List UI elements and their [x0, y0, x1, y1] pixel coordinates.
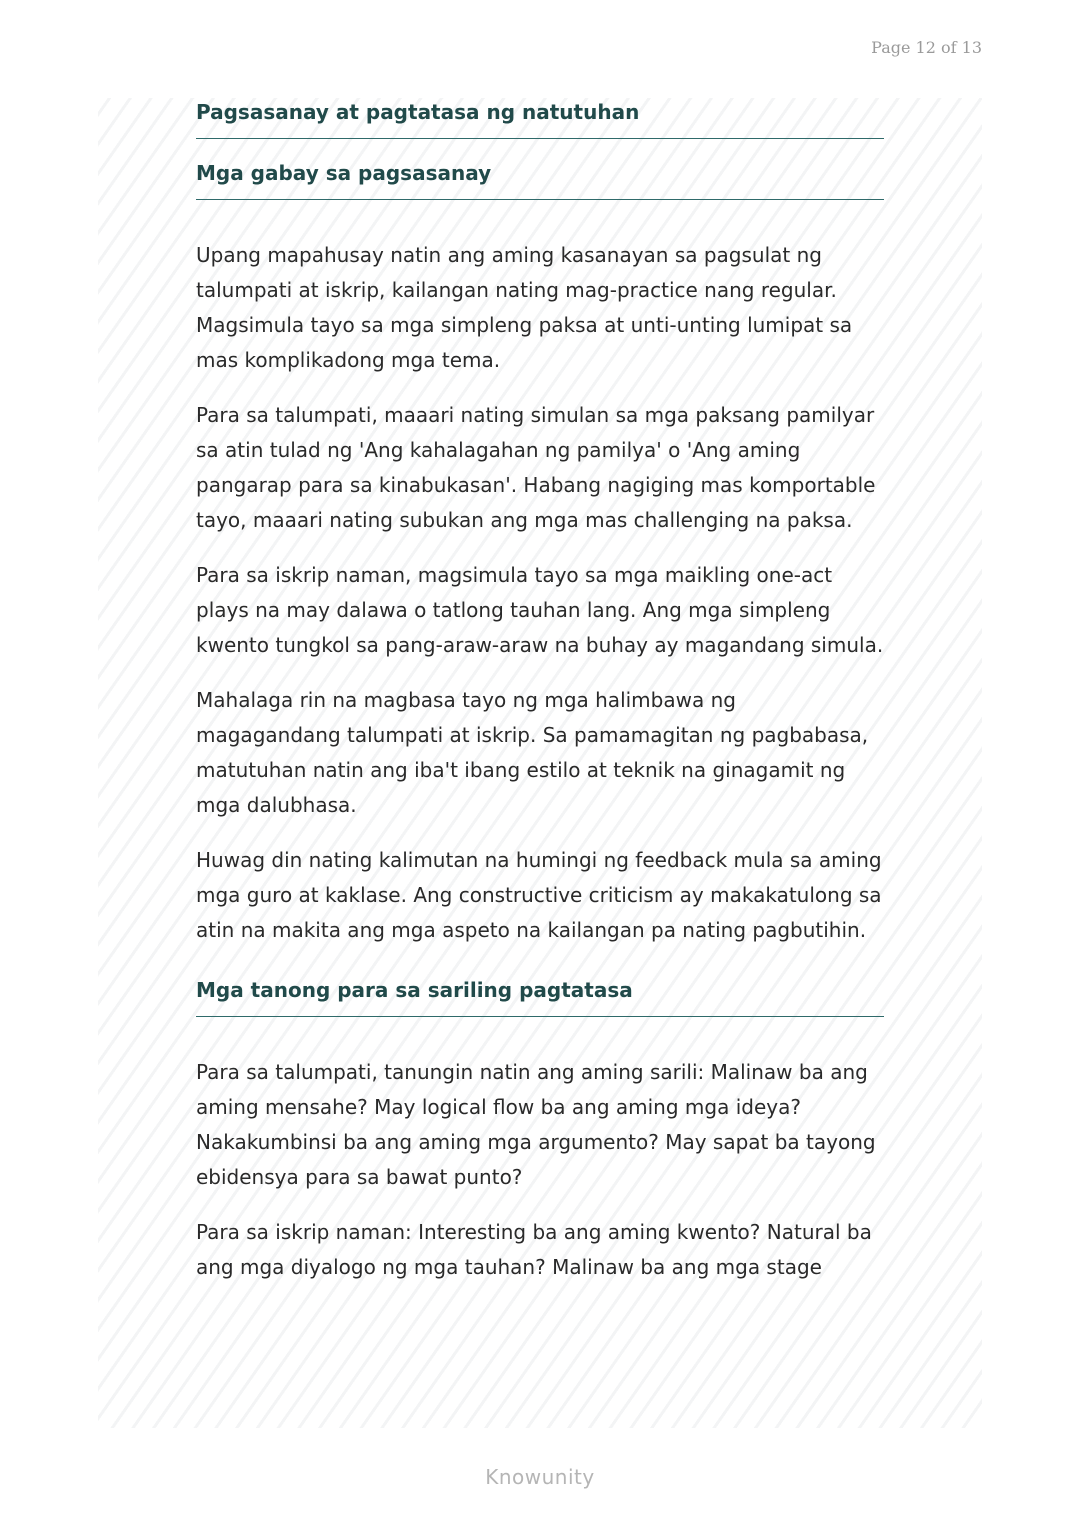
questions-section — [196, 1055, 884, 1285]
guide-paragraph-3: Para sa iskrip naman, magsimula tayo sa mga maikling one-act plays na may dalawa o tatlong tauhan lang. Ang mga simpleng kwento tungkol sa pang-araw-araw na buhay ay magandang simula. — [196, 563, 884, 657]
guide-heading: Mga gabay sa pagsasanay — [196, 159, 884, 200]
main-heading: Pagsasanay at pagtatasa ng natutuhan — [196, 98, 884, 139]
page-number: Page 12 of 13 — [871, 38, 982, 57]
guide-paragraph-4: Mahalaga rin na magbasa tayo ng mga halimbawa ng magagandang talumpati at iskrip. Sa pamamagitan ng pagbabasa, matutuhan natin ang iba't ibang estilo at teknik na ginagamit ng mga dalubhasa. — [196, 688, 869, 817]
document-content — [196, 98, 884, 1305]
footer-brand: Knowunity — [485, 1465, 595, 1489]
questions-paragraph-2: Para sa iskrip naman: Interesting ba ang aming kwento? Natural ba ang mga diyalogo ng mga tauhan? Malinaw ba ang mga stage — [196, 1220, 872, 1279]
guide-section — [196, 238, 884, 948]
questions-paragraph-1: Para sa talumpati, tanungin natin ang aming sarili: Malinaw ba ang aming mensahe? May logical flow ba ang aming mga ideya? Nakakumbinsi ba ang aming mga argumento? May sapat ba tayong ebidensya para sa bawat punto? — [196, 1060, 876, 1189]
guide-paragraph-2: Para sa talumpati, maaari nating simulan sa mga paksang pamilyar sa atin tulad ng 'Ang kahalagahan ng pamilya' o 'Ang aming pangarap para sa kinabukasan'. Habang nagiging mas komportable tayo, maaari nating subukan ang mga mas challenging na paksa. — [196, 403, 876, 532]
guide-paragraph-5: Huwag din nating kalimutan na humingi ng feedback mula sa aming mga guro at kaklase. Ang constructive criticism ay makakatulong sa atin na makita ang mga aspeto na kailangan pa nating pagbutihin. — [196, 848, 882, 942]
guide-paragraph-1: Upang mapahusay natin ang aming kasanayan sa pagsulat ng talumpati at iskrip, kailangan nating mag-practice nang regular. Magsimula tayo sa mga simpleng paksa at unti-unting lumipat sa mas komplikadong mga tema. — [196, 243, 853, 372]
questions-heading: Mga tanong para sa sariling pagtatasa — [196, 976, 884, 1017]
